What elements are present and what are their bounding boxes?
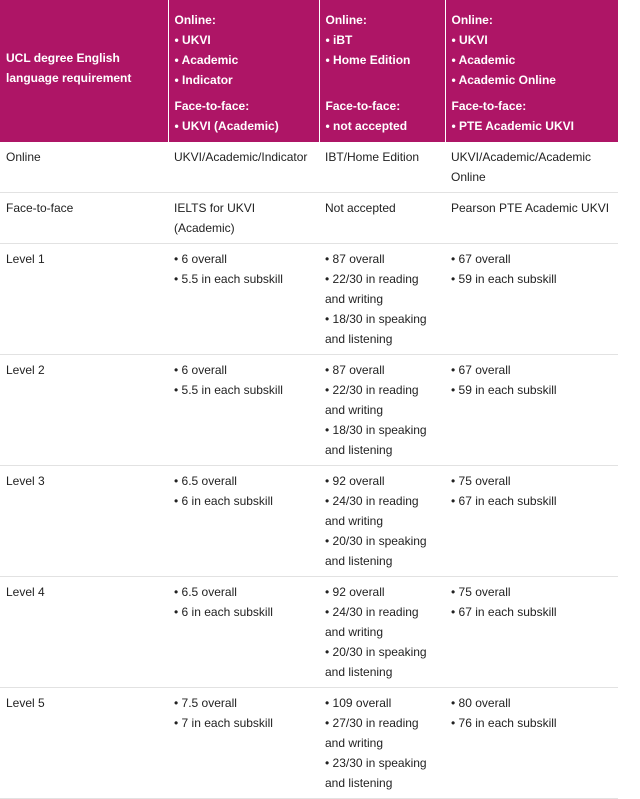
- cell-line: (Academic): [174, 221, 235, 235]
- cell-line: • 80 overall: [451, 696, 511, 710]
- table-cell-col2: [319, 355, 445, 466]
- header-online-label: Online:: [174, 13, 216, 27]
- header-f2f-group: [326, 96, 439, 136]
- cell-line: • 24/30 in reading: [325, 605, 419, 619]
- table-cell-col1: [168, 688, 319, 799]
- cell-line: • 76 in each subskill: [451, 716, 557, 730]
- header-f2f-item: • UKVI (Academic): [174, 119, 279, 133]
- cell-line: • 6 in each subskill: [174, 494, 273, 508]
- row-label: Online: [0, 142, 168, 193]
- cell-line: • 6.5 overall: [174, 474, 237, 488]
- cell-line: and writing: [325, 736, 384, 750]
- cell-line: • 5.5 in each subskill: [174, 272, 283, 286]
- table-cell-col2: [319, 244, 445, 355]
- table-cell-col1: [168, 244, 319, 355]
- cell-line: and writing: [325, 625, 384, 639]
- table-cell-col2: [319, 466, 445, 577]
- cell-line: • 27/30 in reading: [325, 716, 419, 730]
- table-cell-col3: [445, 244, 618, 355]
- header-online-item: • UKVI: [174, 33, 211, 47]
- header-online-label: Online:: [451, 13, 493, 27]
- header-online-item: • iBT: [325, 33, 353, 47]
- table-cell-col1: [168, 466, 319, 577]
- row-label: Face-to-face: [0, 193, 168, 244]
- cell-line: • 92 overall: [325, 474, 385, 488]
- cell-line: • 20/30 in speaking: [325, 534, 427, 548]
- cell-line: IBT/Home Edition: [325, 150, 420, 164]
- cell-line: and listening: [325, 332, 393, 346]
- table-row: [0, 142, 618, 193]
- table-row: [0, 688, 618, 799]
- cell-line: • 67 in each subskill: [451, 494, 557, 508]
- cell-line: • 6 overall: [174, 252, 227, 266]
- cell-line: and listening: [325, 554, 393, 568]
- cell-line: UKVI/Academic/Academic: [451, 150, 592, 164]
- cell-line: • 87 overall: [325, 252, 385, 266]
- row-label: Level 4: [0, 577, 168, 688]
- header-f2f-item: • not accepted: [325, 119, 408, 133]
- table-cell-col3: [445, 577, 618, 688]
- table-row: [0, 577, 618, 688]
- header-online-group: [452, 10, 613, 90]
- cell-line: • 22/30 in reading: [325, 383, 419, 397]
- header-online-item: • Home Edition: [325, 53, 411, 67]
- cell-line: • 20/30 in speaking: [325, 645, 427, 659]
- table-cell-col1: [168, 577, 319, 688]
- cell-line: • 18/30 in speaking: [325, 423, 427, 437]
- table-cell-col2: [319, 142, 445, 193]
- header-test-column-2: [319, 0, 445, 142]
- cell-line: • 23/30 in speaking: [325, 756, 427, 770]
- header-online-label: Online:: [325, 13, 367, 27]
- cell-line: Pearson PTE Academic UKVI: [451, 201, 610, 215]
- header-online-group: [326, 10, 439, 90]
- table-row: [0, 355, 618, 466]
- cell-line: • 59 in each subskill: [451, 383, 557, 397]
- header-online-item: • Academic Online: [451, 73, 556, 87]
- header-f2f-label: Face-to-face:: [174, 99, 250, 113]
- header-online-item: • Academic: [174, 53, 239, 67]
- header-online-item: • Academic: [451, 53, 516, 67]
- header-f2f-item: • PTE Academic UKVI: [451, 119, 574, 133]
- cell-line: IELTS for UKVI: [174, 201, 256, 215]
- table-cell-col2: [319, 577, 445, 688]
- cell-line: • 7 in each subskill: [174, 716, 273, 730]
- table-row: [0, 193, 618, 244]
- header-row: [0, 0, 618, 142]
- table-header: [0, 0, 618, 142]
- row-label: Level 5: [0, 688, 168, 799]
- cell-line: • 6.5 overall: [174, 585, 237, 599]
- cell-line: • 59 in each subskill: [451, 272, 557, 286]
- cell-line: and listening: [325, 665, 393, 679]
- cell-line: • 6 in each subskill: [174, 605, 273, 619]
- cell-line: • 75 overall: [451, 585, 511, 599]
- header-online-group: [175, 10, 313, 90]
- header-f2f-group: [452, 96, 613, 136]
- cell-line: • 18/30 in speaking: [325, 312, 427, 326]
- cell-line: • 67 in each subskill: [451, 605, 557, 619]
- cell-line: Not accepted: [325, 201, 396, 215]
- cell-line: UKVI/Academic/Indicator: [174, 150, 308, 164]
- table-row: [0, 466, 618, 577]
- cell-line: and listening: [325, 443, 393, 457]
- cell-line: and writing: [325, 514, 384, 528]
- cell-line: • 24/30 in reading: [325, 494, 419, 508]
- cell-line: and listening: [325, 776, 393, 790]
- header-spacer: [326, 70, 439, 90]
- cell-line: • 67 overall: [451, 363, 511, 377]
- table-cell-col3: [445, 688, 618, 799]
- table-body: [0, 142, 618, 799]
- header-f2f-label: Face-to-face:: [325, 99, 401, 113]
- table-cell-col2: [319, 688, 445, 799]
- cell-line: • 7.5 overall: [174, 696, 237, 710]
- header-online-item: • Indicator: [174, 73, 233, 87]
- header-title-line: language requirement: [6, 71, 132, 85]
- table-row: [0, 244, 618, 355]
- header-test-column-1: [168, 0, 319, 142]
- table-cell-col3: [445, 193, 618, 244]
- header-f2f-label: Face-to-face:: [451, 99, 527, 113]
- row-label: Level 3: [0, 466, 168, 577]
- cell-line: • 67 overall: [451, 252, 511, 266]
- header-requirement-column: [0, 0, 168, 142]
- cell-line: and writing: [325, 403, 384, 417]
- cell-line: Online: [451, 170, 486, 184]
- table-cell-col3: [445, 142, 618, 193]
- table-cell-col1: [168, 142, 319, 193]
- cell-line: • 75 overall: [451, 474, 511, 488]
- header-test-column-3: [445, 0, 618, 142]
- header-title-line: UCL degree English: [6, 51, 120, 65]
- row-label: Level 2: [0, 355, 168, 466]
- header-f2f-group: [175, 96, 313, 136]
- row-label: Level 1: [0, 244, 168, 355]
- cell-line: • 87 overall: [325, 363, 385, 377]
- cell-line: • 92 overall: [325, 585, 385, 599]
- cell-line: • 22/30 in reading: [325, 272, 419, 286]
- table-cell-col3: [445, 466, 618, 577]
- table-cell-col1: [168, 193, 319, 244]
- table-cell-col3: [445, 355, 618, 466]
- cell-line: • 6 overall: [174, 363, 227, 377]
- table-cell-col2: [319, 193, 445, 244]
- cell-line: • 5.5 in each subskill: [174, 383, 283, 397]
- cell-line: • 109 overall: [325, 696, 392, 710]
- header-online-item: • UKVI: [451, 33, 488, 47]
- table-cell-col1: [168, 355, 319, 466]
- cell-line: and writing: [325, 292, 384, 306]
